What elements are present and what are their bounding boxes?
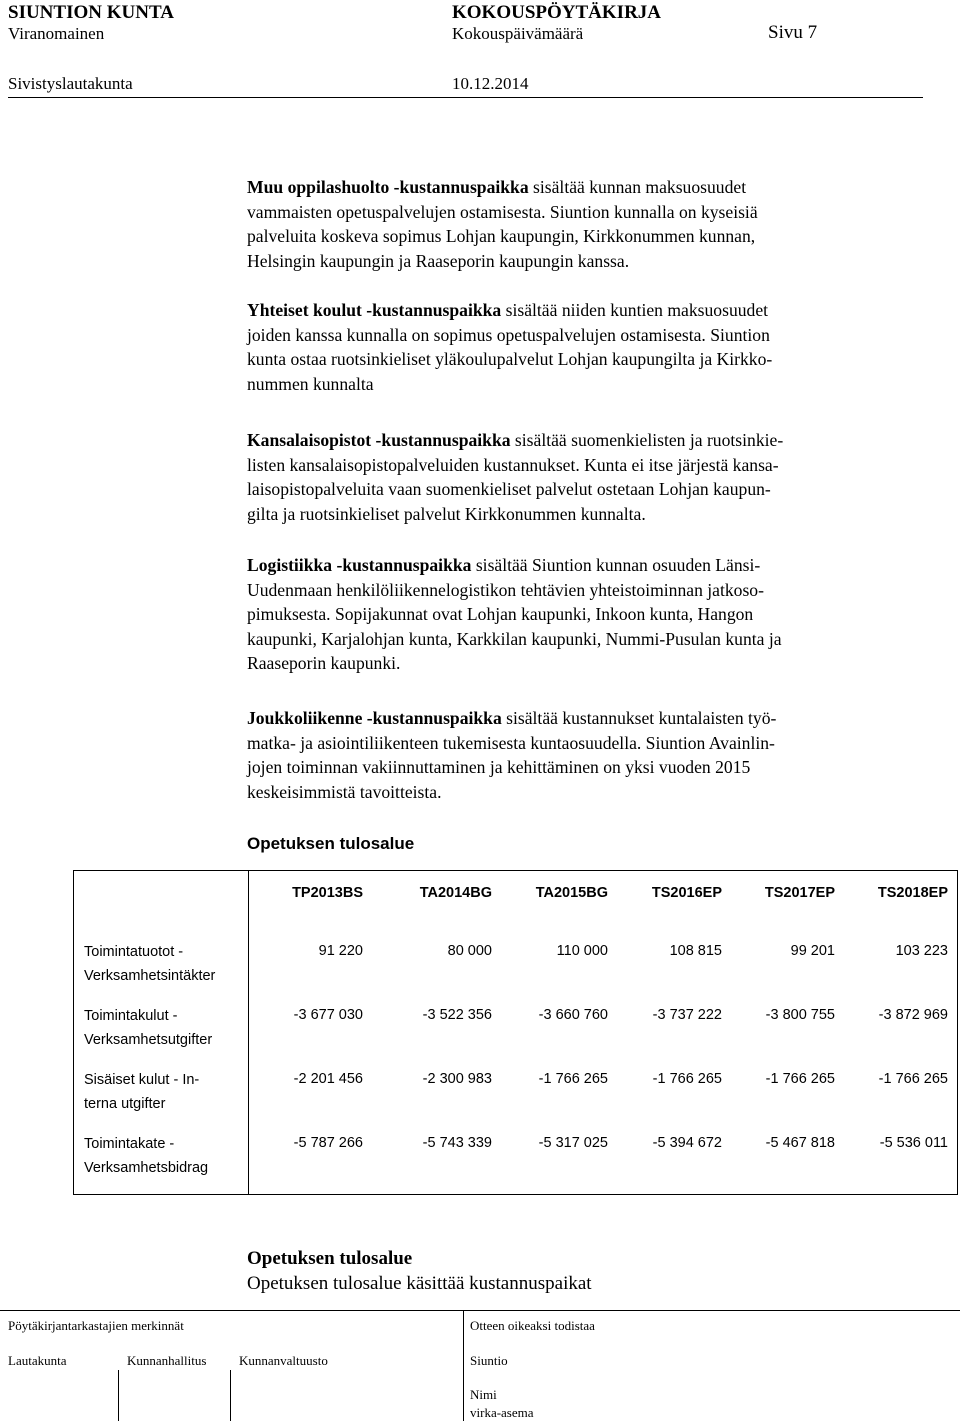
table-cell: -3 522 356	[422, 1007, 492, 1023]
meeting-date: 10.12.2014	[452, 74, 529, 93]
paragraph-line	[247, 553, 927, 578]
footer-body-kunnanvaltuusto: Kunnanvaltuusto	[239, 1353, 328, 1368]
paragraph-line	[247, 249, 927, 274]
footer-title-label: virka-asema	[470, 1405, 534, 1420]
paragraph-text: jojen toiminnan vakiinnuttaminen ja kehittäminen on yksi vuoden 2015	[247, 757, 751, 778]
paragraph-line	[247, 428, 927, 453]
table-row-label: Toimintakulut -	[84, 1008, 178, 1024]
paragraph	[247, 298, 927, 396]
paragraph-text: sisältää suomenkielisten ja ruotsinkie-	[510, 430, 784, 450]
footer-tick-1	[118, 1370, 119, 1421]
paragraph	[247, 428, 927, 526]
paragraph-text: listen kansalaisopistopalveluiden kustannukset. Kunta ei itse järjestä kansa-	[247, 454, 779, 475]
paragraph-line	[247, 372, 927, 397]
paragraph-line	[247, 502, 927, 527]
paragraph-line	[247, 477, 927, 502]
table-row-label: terna utgifter	[84, 1096, 166, 1112]
table-cell: -3 872 969	[878, 1007, 948, 1023]
table-column-header: TA2014BG	[419, 885, 492, 901]
authority-label: Viranomainen	[8, 24, 105, 43]
cost-center-name: Muu oppilashuolto -kustannuspaikka	[247, 177, 529, 197]
paragraph-text: kunta ostaa ruotsinkieliset yläkoulupalvelut Lohjan kaupungilta ja Kirkko-	[247, 349, 773, 370]
paragraph	[247, 553, 927, 676]
table-column-header: TP2013BS	[292, 885, 363, 901]
table-row-label: Toimintakate -	[84, 1136, 175, 1152]
table-cell: -3 660 760	[538, 1007, 608, 1023]
municipality-name: SIUNTION KUNTA	[8, 2, 174, 23]
table-column-header: TA2015BG	[535, 885, 608, 901]
cost-center-name: Kansalaisopistot -kustannuspaikka	[247, 430, 511, 450]
authority-name: Sivistyslautakunta	[8, 74, 133, 93]
paragraph-text: gilta ja ruotsinkieliset palvelut Kirkkonummen kunnalta.	[247, 503, 646, 524]
paragraph-text: laisopistopalveluita vaan suomenkieliset palvelut ostetaan Lohjan kaupun-	[247, 479, 771, 500]
paragraph-text: sisältää kustannukset kuntalaisten työ-	[501, 708, 777, 728]
paragraph-text: sisältää kunnan maksuosuudet	[528, 177, 747, 197]
footer-notes-label: Pöytäkirjantarkastajien merkinnät	[8, 1318, 184, 1333]
paragraph-text: pimuksesta. Sopijakunnat ovat Lohjan kaupunki, Inkoon kunta, Hangon	[247, 604, 754, 625]
paragraph-text: vammaisten opetuspalvelujen ostamisesta. Siuntion kunnalla on kyseisiä	[247, 201, 758, 222]
paragraph-text: joiden kanssa kunnalla on sopimus opetuspalvelujen ostamisesta. Siuntion	[247, 324, 770, 345]
subsection-text: Opetuksen tulosalue käsittää kustannuspaikat	[247, 1273, 592, 1294]
paragraph-line	[247, 755, 927, 780]
table-cell: -5 317 025	[538, 1135, 608, 1151]
table-row-label: Verksamhetsintäkter	[84, 968, 216, 984]
paragraph-line	[247, 200, 927, 225]
table-cell: 103 223	[895, 943, 948, 959]
table-column-header: TS2017EP	[764, 885, 835, 901]
table-row-label: Sisäiset kulut - In-	[84, 1072, 200, 1088]
paragraph-text: sisältää Siuntion kunnan osuuden Länsi-	[471, 555, 761, 575]
paragraph-text: sisältää niiden kuntien maksuosuudet	[501, 300, 769, 320]
footer-body-lautakunta: Lautakunta	[8, 1353, 67, 1368]
paragraph-line	[247, 651, 927, 676]
table-row-label: Verksamhetsutgifter	[84, 1032, 213, 1048]
paragraph-line	[247, 298, 927, 323]
table-cell: -1 766 265	[765, 1071, 835, 1087]
table-cell: 91 220	[318, 943, 363, 959]
table-cell: 108 815	[669, 943, 722, 959]
section-title: Opetuksen tulosalue	[247, 834, 415, 853]
paragraph	[247, 706, 927, 804]
table-cell: -5 394 672	[652, 1135, 722, 1151]
footer-name-label: Nimi	[470, 1387, 497, 1402]
page-number: Sivu 7	[768, 22, 818, 43]
footer-certified-label: Otteen oikeaksi todistaa	[470, 1318, 595, 1333]
paragraph	[247, 175, 927, 273]
paragraph-text: Uudenmaan henkilöliikennelogistikon tehtävien yhteistoiminnan jatkoso-	[247, 579, 764, 600]
table-cell: -1 766 265	[878, 1071, 948, 1087]
footer-divider	[463, 1310, 464, 1421]
paragraph-line	[247, 780, 927, 805]
cost-center-name: Yhteiset koulut -kustannuspaikka	[247, 300, 502, 320]
paragraph-text: Helsingin kaupungin ja Raaseporin kaupungin kanssa.	[247, 250, 630, 271]
table-cell: -5 787 266	[293, 1135, 363, 1151]
paragraph-text: palveluita koskeva sopimus Lohjan kaupungin, Kirkkonummen kunnan,	[247, 226, 756, 247]
table-cell: -1 766 265	[538, 1071, 608, 1087]
paragraph-line	[247, 627, 927, 652]
table-column-divider	[248, 870, 249, 1195]
footer-body-kunnanhallitus: Kunnanhallitus	[127, 1353, 207, 1368]
paragraph-text: kaupunki, Karjalohjan kunta, Karkkilan kaupunki, Nummi-Pusulan kunta ja	[247, 628, 782, 649]
subsection-title: Opetuksen tulosalue	[247, 1248, 413, 1269]
paragraph-line	[247, 323, 927, 348]
table-cell: -2 300 983	[422, 1071, 492, 1087]
table-cell: -2 201 456	[293, 1071, 363, 1087]
table-column-header: TS2016EP	[651, 885, 722, 901]
table-cell: 110 000	[556, 943, 608, 959]
paragraph-line	[247, 706, 927, 731]
paragraph-line	[247, 347, 927, 372]
paragraph-text: keskeisimmistä tavoitteista.	[247, 781, 442, 802]
footer-place: Siuntio	[470, 1353, 508, 1368]
paragraph-line	[247, 453, 927, 478]
paragraph-line	[247, 731, 927, 756]
table-cell: 80 000	[447, 943, 492, 959]
paragraph-line	[247, 578, 927, 603]
table-cell: -5 467 818	[765, 1135, 835, 1151]
meeting-date-label: Kokouspäivämäärä	[452, 24, 584, 43]
table-cell: -3 677 030	[293, 1007, 363, 1023]
cost-center-name: Joukkoliikenne -kustannuspaikka	[247, 708, 502, 728]
paragraph-text: nummen kunnalta	[247, 373, 374, 394]
header-divider	[8, 97, 923, 98]
table-cell: -1 766 265	[652, 1071, 722, 1087]
table-column-header: TS2018EP	[877, 885, 948, 901]
document-type: KOKOUSPÖYTÄKIRJA	[452, 2, 662, 23]
table-cell: -3 800 755	[765, 1007, 835, 1023]
paragraph-text: Raaseporin kaupunki.	[247, 653, 401, 674]
footer-tick-2	[230, 1370, 231, 1421]
paragraph-text: matka- ja asiointiliikenteen tukemisesta kuntaosuudella. Siuntion Avainlin-	[247, 732, 775, 753]
footer-top-rule	[0, 1310, 960, 1311]
table-cell: -3 737 222	[652, 1007, 722, 1023]
table-row-label: Verksamhetsbidrag	[84, 1160, 209, 1176]
table-row-label: Toimintatuotot -	[84, 944, 184, 960]
table-cell: -5 743 339	[422, 1135, 492, 1151]
table-cell: -5 536 011	[879, 1135, 948, 1151]
paragraph-line	[247, 602, 927, 627]
paragraph-line	[247, 175, 927, 200]
paragraph-line	[247, 224, 927, 249]
table-cell: 99 201	[790, 943, 835, 959]
cost-center-name: Logistiikka -kustannuspaikka	[247, 555, 472, 575]
